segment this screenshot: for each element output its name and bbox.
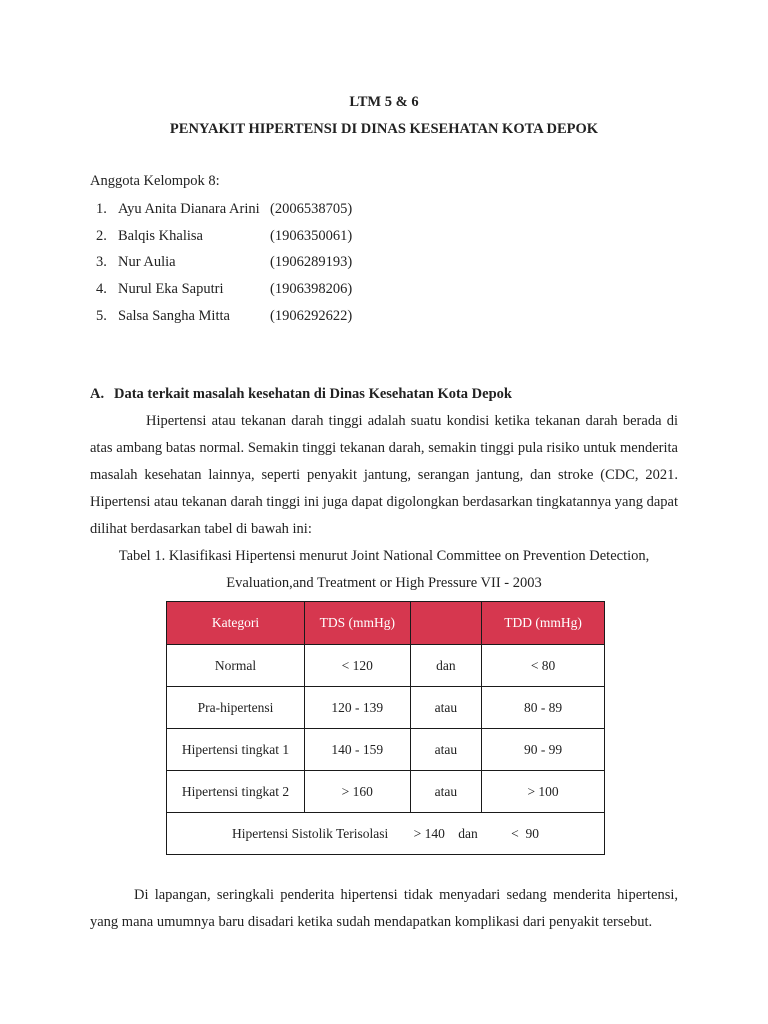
table-cell: 80 - 89 [482,687,605,729]
member-id: (1906289193) [270,254,353,271]
member-id: (1906292622) [270,307,353,324]
caption-line: Evaluation,and Treatment or High Pressure VII - 2003 [226,575,542,591]
table-cell: Pra-hipertensi [167,687,305,729]
table-cell: Hipertensi tingkat 1 [167,729,305,771]
table-cell: atau [410,729,481,771]
table-cell: Hipertensi tingkat 2 [167,771,305,813]
isolated-systolic-tdd: < 90 [511,825,540,841]
table-cell: atau [410,771,481,813]
header-cell-kategori: Kategori [167,602,305,645]
section-title: Data terkait masalah kesehatan di Dinas Kesehatan Kota Depok [114,386,512,402]
table-cell: Normal [167,645,305,687]
member-name: Salsa Sangha Mitta [118,307,230,324]
table-cell: > 100 [482,771,605,813]
member-name: Balqis Khalisa [118,227,203,244]
table-cell: > 160 [304,771,410,813]
section-letter: A. [90,386,105,402]
table-cell: 90 - 99 [482,729,605,771]
body-paragraph: Di lapangan, seringkali penderita hipertensi tidak menyadari sedang menderita hipertensi, yang mana umumnya baru disadari ketika sudah mendapatkan komplikasi dari penyakit tersebut. [90,887,678,930]
table-caption [90,543,678,597]
header-cell-blank [410,602,481,645]
table-cell: < 80 [482,645,605,687]
table-row [167,771,605,813]
table-header-row [167,602,605,645]
header-cell-tdd: TDD (mmHg) [482,602,605,645]
body-paragraph: Hipertensi atau tekanan darah tinggi adalah suatu kondisi ketika tekanan darah berada di atas ambang batas normal. Semakin tinggi tekanan darah, semakin tinggi pula risiko untuk menderita masalah kesehatan lainnya, seperti penyakit jantung, serangan jantung, dan stroke (CDC, 2021. Hipertensi atau tekanan darah tinggi ini juga dapat digolongkan berdasarkan tingkatannya yang dapat dilihat berdasarkan tabel di bawah ini: [90,413,678,537]
list-number: 1. [96,201,107,217]
classification-table [166,601,605,855]
member-name: Nur Aulia [118,254,176,271]
list-number: 5. [96,307,107,324]
list-number: 2. [96,227,107,244]
table-cell: atau [410,687,481,729]
isolated-systolic-label: Hipertensi Sistolik Terisolasi [231,825,389,841]
table-row [167,645,605,687]
section-heading [90,386,512,403]
list-number: 4. [96,281,107,298]
isolated-systolic-tds: > 140 [413,825,445,841]
table-merged-cell [167,813,605,855]
header-cell-tds: TDS (mmHg) [304,602,410,645]
table-cell: < 120 [304,645,410,687]
member-id: (1906350061) [270,227,353,244]
table-cell: dan [410,645,481,687]
list-number: 3. [96,254,107,271]
member-id: (1906398206) [270,281,353,298]
member-name: Nurul Eka Saputri [118,281,224,298]
table-cell: 140 - 159 [304,729,410,771]
table-cell: 120 - 139 [304,687,410,729]
isolated-systolic-conj: dan [458,825,478,841]
member-id: (2006538705) [270,201,353,217]
table-row [167,687,605,729]
member-name: Ayu Anita Dianara Arini [118,201,260,217]
caption-line: Tabel 1. Klasifikasi Hipertensi menurut Joint National Committee on Prevention Detection, [118,548,650,564]
table-row-isolated-systolic [167,813,605,855]
document-title: LTM 5 & 6 [349,94,419,110]
table-row [167,729,605,771]
members-label: Anggota Kelompok 8: [90,173,220,189]
document-subtitle: PENYAKIT HIPERTENSI DI DINAS KESEHATAN KOTA DEPOK [169,121,599,137]
